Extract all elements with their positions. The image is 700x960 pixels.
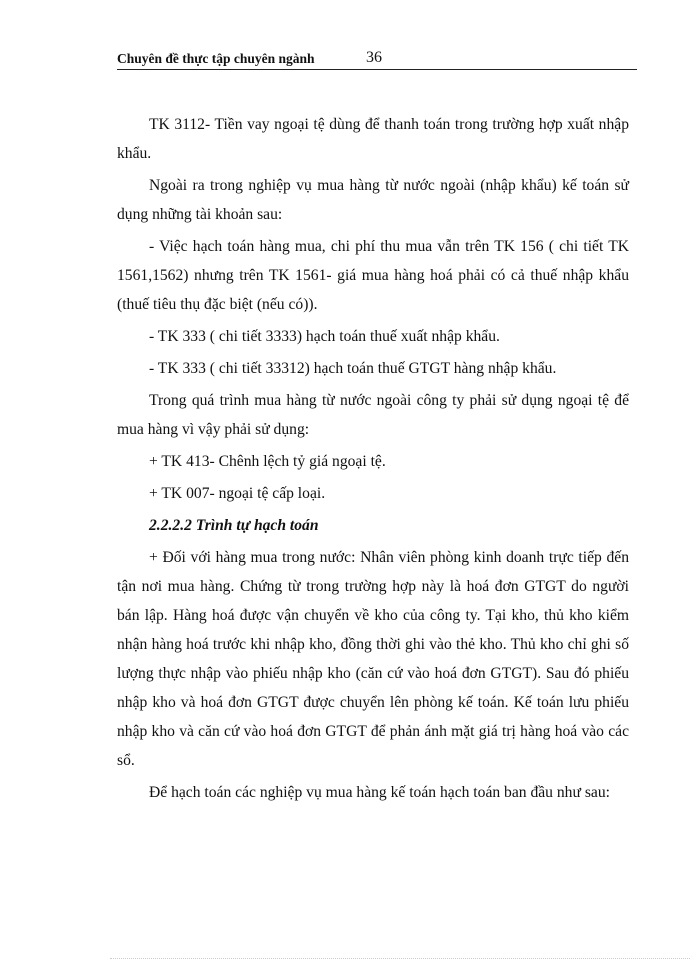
header-rule [117,69,637,70]
body-text [117,110,629,810]
paragraph-tk333-33312: - TK 333 ( chi tiết 33312) hạch toán thuế GTGT hàng nhập khẩu. [149,360,557,377]
paragraph-foreign-currency: Trong quá trình mua hàng từ nước ngoài công ty phải sử dụng ngoại tệ để mua hàng vì vậy phải sử dụng: [117,392,629,438]
paragraph-tk156: - Việc hạch toán hàng mua, chi phí thu mua vẫn trên TK 156 ( chi tiết TK 1561,1562) nhưng trên TK 1561- giá mua hàng hoá phải có cả thuế nhập khẩu (thuế tiêu thụ đặc biệt (nếu có)). [117,238,629,313]
section-heading: 2.2.2.2 Trình tự hạch toán [149,517,319,534]
paragraph-tk007: + TK 007- ngoại tệ cấp loại. [149,485,326,502]
page-number: 36 [366,49,382,66]
header-title: Chuyên đề thực tập chuyên ngành [117,51,315,66]
paragraph-tk3112: TK 3112- Tiền vay ngoại tệ dùng để thanh toán trong trường hợp xuất nhập khẩu. [117,116,629,162]
paragraph-tk333-3333: - TK 333 ( chi tiết 3333) hạch toán thuế xuất nhập khẩu. [149,328,500,345]
paragraph-import-accounts: Ngoài ra trong nghiệp vụ mua hàng từ nước ngoài (nhập khẩu) kế toán sử dụng những tài khoản sau: [117,177,629,223]
page-bottom-edge [110,958,690,959]
paragraph-initial-accounting: Để hạch toán các nghiệp vụ mua hàng kế toán hạch toán ban đầu như sau: [149,784,610,801]
paragraph-domestic-purchase: + Đối với hàng mua trong nước: Nhân viên phòng kinh doanh trực tiếp đến tận nơi mua hàng. Chứng từ trong trường hợp này là hoá đơn GTGT do người bán lập. Hàng hoá được vận chuyển về kho của công ty. Tại kho, thủ kho kiểm nhận hàng hoá trước khi nhập kho, đồng thời ghi vào thẻ kho. Thủ kho chỉ ghi số lượng thực nhập vào phiếu nhập kho (căn cứ vào hoá đơn GTGT). Sau đó phiếu nhập kho và hoá đơn GTGT được chuyển lên phòng kế toán. Kế toán lưu phiếu nhập kho và căn cứ vào hoá đơn GTGT để phản ánh mặt giá trị hàng hoá vào các sổ. [117,549,629,769]
running-header [117,50,637,70]
paragraph-tk413: + TK 413- Chênh lệch tỷ giá ngoại tệ. [149,453,386,470]
